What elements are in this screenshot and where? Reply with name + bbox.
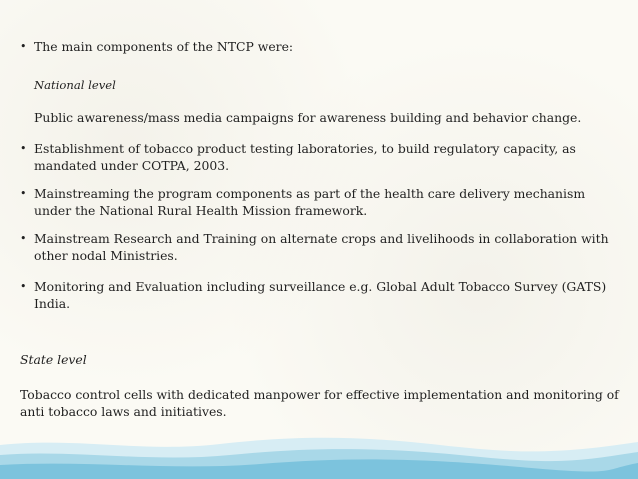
decorative-wave: [0, 411, 638, 479]
bullet-icon: •: [20, 232, 27, 245]
bullet-text: Establishment of tobacco product testing laboratories, to build regulatory capacity, as mandated under COTPA, 2003.: [34, 141, 576, 173]
national-level-heading: National level: [34, 78, 116, 92]
bullet-icon: •: [20, 142, 27, 155]
bullet-text: The main components of the NTCP were:: [34, 39, 294, 54]
bullet-text: Monitoring and Evaluation including surveillance e.g. Global Adult Tobacco Survey (GATS) India.: [34, 279, 607, 311]
national-level-text: Public awareness/mass media campaigns for awareness building and behavior change.: [34, 110, 582, 125]
state-level-text: Tobacco control cells with dedicated manpower for effective implementation and monitoring of anti tobacco laws and initiatives.: [20, 387, 619, 419]
bullet-item-monitoring: [20, 278, 620, 312]
bullet-item-research: [20, 230, 620, 264]
bullet-text: Mainstreaming the program components as part of the health care delivery mechanism under the National Rural Health Mission framework.: [34, 186, 586, 218]
bullet-item-laboratories: [20, 140, 620, 174]
bullet-text: Mainstream Research and Training on alternate crops and livelihoods in collaboration with other nodal Ministries.: [34, 231, 609, 263]
bullet-icon: •: [20, 280, 27, 293]
bullet-item-intro: [20, 38, 620, 55]
state-level-heading: State level: [20, 352, 87, 367]
bullet-icon: •: [20, 40, 27, 53]
bullet-icon: •: [20, 187, 27, 200]
bullet-item-mainstreaming: [20, 185, 620, 219]
